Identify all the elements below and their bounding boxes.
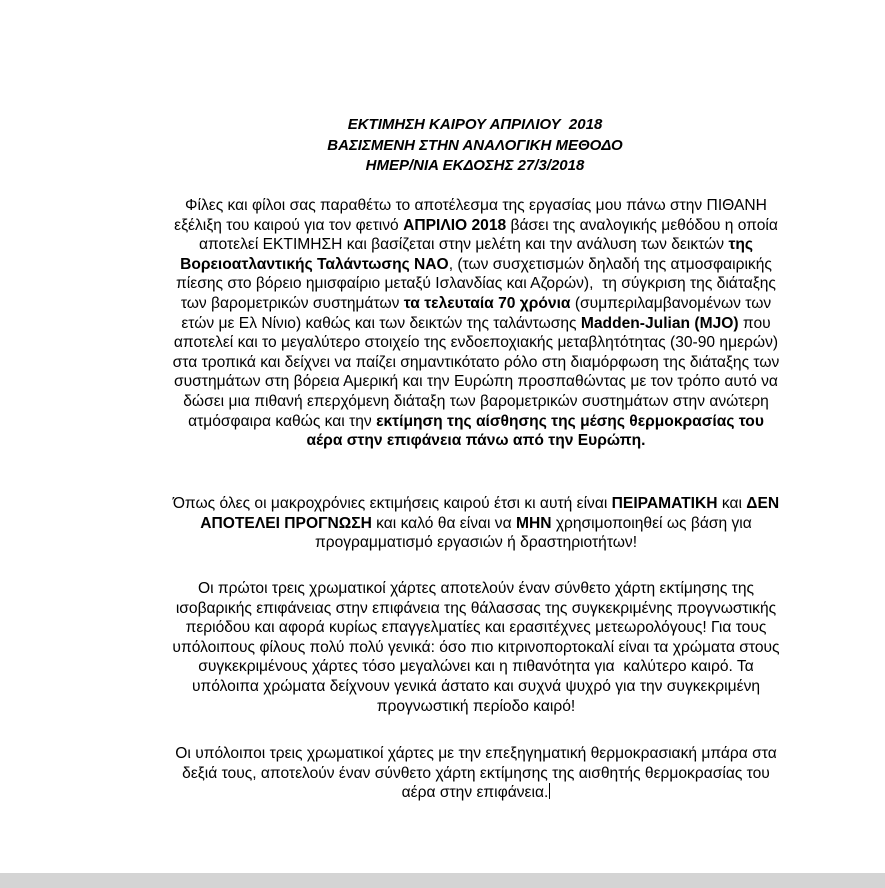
- text-run: και: [717, 495, 747, 512]
- text-run: , (των συσχετισμών δηλαδή της ατμοσφαιρικής: [448, 255, 772, 273]
- bold-text-run: ΑΠΡΙΛΙΟ 2018: [403, 216, 507, 234]
- text-line: [114, 255, 838, 275]
- text-run: που: [738, 314, 771, 332]
- text-line: [114, 412, 838, 432]
- text-line: [114, 514, 838, 534]
- text-run: αέρα στην επιφάνεια.: [401, 784, 549, 802]
- text-line: προγνωστική περίοδο καιρό!: [376, 697, 576, 715]
- text-line: [114, 314, 838, 334]
- window-bottom-bar: [0, 873, 885, 888]
- text-line: Οι πρώτοι τρεις χρωματικοί χάρτες αποτελούν έναν σύνθετο χάρτη εκτίμησης της: [197, 580, 755, 597]
- text-line: δεξιά τους, αποτελούν έναν σύνθετο χάρτη εκτίμησης της αισθητής θερμοκρασίας του: [182, 764, 770, 782]
- text-line: συγκεκριμένους χάρτες τόσο μεγαλώνει και η πιθανότητα για καλύτερο καιρό. Τα: [198, 658, 754, 676]
- text-run: ατμόσφαιρα καθώς και την: [188, 412, 377, 430]
- text-run: χρησιμοποιηθεί ως βάση για: [551, 514, 752, 532]
- issue-date-line: ΗΜΕΡ/ΝΙΑ ΕΚΔΟΣΗΣ 27/3/2018: [365, 157, 585, 174]
- bold-text-run: της: [728, 236, 754, 254]
- paragraph-pressure-maps[interactable]: [114, 579, 838, 716]
- text-run: βάσει της αναλογικής μεθόδου η οποία: [506, 216, 778, 234]
- text-line: αέρα στην επιφάνεια πάνω από την Ευρώπη.: [306, 432, 646, 450]
- text-line: [114, 294, 838, 314]
- text-run: Όπως όλες οι μακροχρόνιες εκτιμήσεις καιρού έτσι κι αυτή είναι: [172, 495, 612, 512]
- text-line: [114, 494, 838, 514]
- paragraph-disclaimer[interactable]: [114, 494, 838, 553]
- text-cursor: [549, 783, 550, 799]
- text-run: αποτελεί ΕΚΤΙΜΗΣΗ και βασίζεται στην μελέτη και την ανάλυση των δεικτών: [198, 236, 729, 254]
- text-run: (συμπεριλαμβανομένων των: [570, 294, 772, 312]
- bold-text-run: ΑΠΟΤΕΛΕΙ ΠΡΟΓΝΩΣΗ: [200, 514, 372, 532]
- title-line: ΕΚΤΙΜΗΣΗ ΚΑΙΡΟΥ ΑΠΡΙΛΙΟΥ 2018: [347, 116, 603, 133]
- text-line: ισοβαρικής επιφάνειας στην επιφάνεια της θάλασσας της συγκεκριμένης προγνωστικής: [175, 599, 777, 617]
- text-line: αποτελεί και το μεγαλύτερο στοιχείο της ενδοεποχιακής μεταβλητότητας (30-90 ημερών): [173, 334, 779, 352]
- text-line: πίεσης στο βόρειο ημισφαίριο μεταξύ Ισλανδίας και Αζορών), τη σύγκριση της διάταξης: [176, 275, 776, 293]
- text-line: στα τροπικά και δείχνει να παίζει σημαντικότατο ρόλο στη διαμόρφωση της διάταξης των: [172, 353, 780, 371]
- subtitle-line: ΒΑΣΙΣΜΕΝΗ ΣΤΗΝ ΑΝΑΛΟΓΙΚΗ ΜΕΘΟΔΟ: [327, 136, 623, 154]
- text-line: συστημάτων στη βόρεια Αμερική και την Ευρώπη προσπαθώντας με τον τρόπο αυτό να: [174, 373, 778, 391]
- text-line: προγραμματισμό εργασιών ή δραστηριοτήτων!: [314, 534, 638, 552]
- bold-text-run: τα τελευταία 70 χρόνια: [403, 294, 571, 312]
- paragraph-intro[interactable]: [114, 196, 838, 451]
- bold-text-run: Madden-Julian (MJO): [580, 314, 739, 332]
- bold-text-run: Βορειοατλαντικής Ταλάντωσης NAO: [180, 255, 449, 273]
- text-line: Οι υπόλοιποι τρεις χρωματικοί χάρτες με την επεξηγηματική θερμοκρασιακή μπάρα στα: [175, 745, 777, 762]
- text-line: Φίλες και φίλοι σας παραθέτω το αποτέλεσμα της εργασίας μου πάνω στην ΠΙΘΑΝΗ: [185, 197, 767, 214]
- text-line: υπόλοιπα χρώματα δείχνουν γενικά άστατο και συχνά ψυχρό για την συγκεκριμένη: [191, 677, 761, 695]
- paragraph-temperature-maps[interactable]: [114, 744, 838, 803]
- bold-text-run: εκτίμηση της αίσθησης της μέσης θερμοκρασίας του: [376, 412, 764, 430]
- text-line: [114, 783, 838, 803]
- text-run: εξέλιξη του καιρού για τον φετινό: [174, 216, 404, 234]
- text-line: περιόδου και αφορά κυρίως επαγγελματίες και ερασιτέχνες μετεωρολόγους! Για τους: [185, 619, 767, 637]
- text-line: [114, 235, 838, 255]
- text-run: και καλό θα είναι να: [371, 514, 516, 532]
- bold-text-run: ΜΗΝ: [515, 514, 552, 532]
- bold-text-run: ΔΕΝ: [746, 495, 780, 512]
- text-line: δώσει μια πιθανή επερχόμενη διάταξη των βαρομετρικών συστημάτων στην ανώτερη: [183, 392, 769, 410]
- text-run: ετών με Ελ Νίνιο) καθώς και των δεικτών της ταλάντωσης: [181, 314, 581, 332]
- document-title-block: [115, 115, 835, 177]
- bold-text-run: ΠΕΙΡΑΜΑΤΙΚΗ: [611, 495, 718, 512]
- text-run: των βαρομετρικών συστημάτων: [180, 294, 404, 312]
- text-line: [114, 216, 838, 236]
- text-line: υπόλοιπους φίλους πολύ πολύ γενικά: όσο πιο κιτρινοπορτοκαλί είναι τα χρώματα στους: [172, 638, 780, 656]
